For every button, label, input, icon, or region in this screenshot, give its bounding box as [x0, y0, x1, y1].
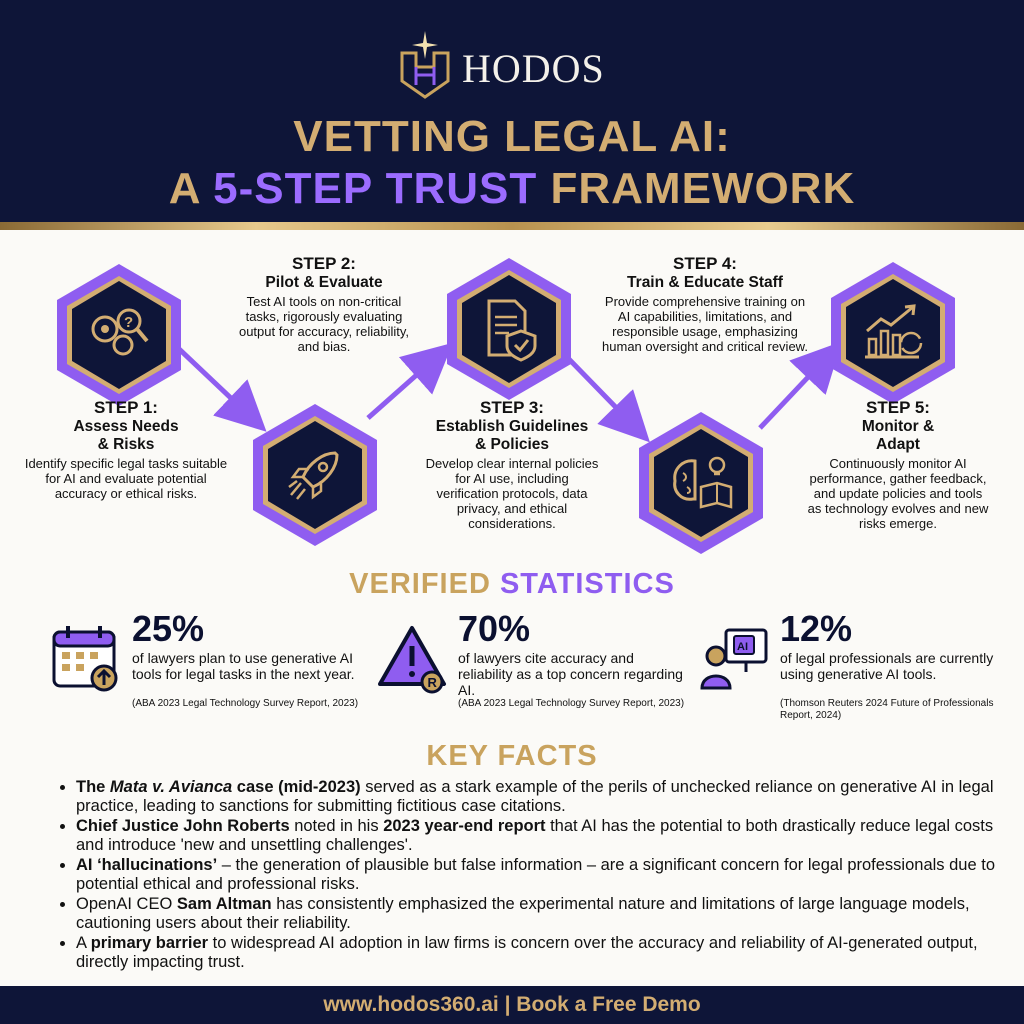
title-accent: 5-STEP TRUST: [213, 164, 538, 213]
stat-card-3: [700, 610, 1000, 730]
fact-1-bold-a: The: [76, 778, 110, 796]
step-2-hexagon: [240, 400, 390, 550]
fact-2-bold-b: 2023 year-end report: [383, 817, 546, 835]
step-5-name: Monitor & Adapt: [861, 418, 935, 453]
svg-text:AI: AI: [737, 641, 748, 653]
list-item: [76, 934, 996, 972]
step-2-name: Pilot & Evaluate: [265, 274, 383, 291]
person-ai-monitor-icon: [700, 622, 770, 694]
page-title-line-2: [0, 164, 1024, 214]
list-item: [76, 817, 996, 855]
title-suffix: FRAMEWORK: [537, 164, 856, 213]
step-5-desc: Continuously monitor AI performance, gather feedback, and update policies and tools as technology evolves and new risks emerge.: [807, 456, 989, 531]
document-shield-icon: [473, 293, 545, 365]
fact-3-text: – the generation of plausible but false information – are a significant concern for legal professionals due to potential ethical and professional risks.: [76, 856, 995, 893]
fact-5-bold: primary barrier: [90, 934, 209, 952]
fact-3-bold: AI ‘hallucinations’: [76, 856, 218, 874]
fact-1-text: served as a stark example of the perils of unchecked reliance on generative AI in legal practice, leading to sanctions for submitting fictitious case citations.: [76, 778, 994, 815]
step-2-label: STEP 2:: [292, 254, 356, 273]
fact-5-pre: A: [76, 934, 91, 952]
step-3-label: STEP 3:: [480, 398, 544, 417]
fact-2-text: that AI has the potential to both drastically reduce legal costs and introduce 'new and unsettling challenges'.: [76, 817, 994, 854]
stat-3-value: 12%: [780, 608, 853, 649]
fact-1-italic: Mata v. Avianca: [109, 778, 233, 796]
svg-text:?: ?: [124, 314, 134, 331]
chart-refresh-icon: [857, 297, 929, 369]
stat-2-value: 70%: [458, 608, 531, 649]
step-4-desc: Provide comprehensive training on AI capabilities, limitations, and responsible usage, emphasizing human oversight and critical review.: [602, 294, 808, 354]
footer-bar: [0, 986, 1024, 1024]
framework-flow: [0, 230, 1024, 570]
key-facts-heading: KEY FACTS: [426, 740, 598, 772]
stat-2-source: (ABA 2023 Legal Technology Survey Report, 2023): [458, 698, 685, 709]
stat-3-source: (Thomson Reuters 2024 Future of Professionals Report, 2024): [780, 698, 994, 721]
step-4-name: Train & Educate Staff: [627, 274, 783, 291]
fact-4-bold: Sam Altman: [176, 895, 272, 913]
footer-cta-link[interactable]: www.hodos360.ai | Book a Free Demo: [323, 993, 701, 1016]
statistics-heading-part-2: STATISTICS: [499, 568, 675, 600]
calendar-upload-icon: [52, 622, 122, 694]
step-1-label: STEP 1:: [94, 398, 158, 417]
title-prefix: A: [168, 164, 214, 213]
step-2-desc: Test AI tools on non-critical tasks, rigorously evaluating output for accuracy, reliability, and bias.: [238, 294, 410, 354]
step-3-desc: Develop clear internal policies for AI use, including verification protocols, data privacy, and ethical considerations.: [425, 456, 599, 531]
step-5-hexagon: [818, 258, 968, 408]
stat-1-source: (ABA 2023 Legal Technology Survey Report, 2023): [132, 698, 359, 709]
step-5-label: STEP 5:: [866, 398, 930, 417]
step-4-hexagon: [626, 408, 776, 558]
svg-text:R: R: [427, 675, 437, 690]
fact-5-text: to widespread AI adoption in law firms is concern over the accuracy and reliability of AI-generated output, directly impacting trust.: [76, 934, 978, 971]
step-3-hexagon: [434, 254, 584, 404]
step-3-text: [402, 398, 622, 531]
step-1-desc: Identify specific legal tasks suitable for AI and evaluate potential accuracy or ethical risks.: [24, 456, 228, 501]
key-facts-list: [56, 778, 996, 973]
gears-question-magnifier-icon: [83, 299, 155, 371]
list-item: [76, 856, 996, 894]
fact-1-bold-b: case (mid-2023): [232, 778, 361, 796]
gold-divider: [0, 222, 1024, 230]
stat-1-value: 25%: [132, 608, 205, 649]
hodos-logo-mark-icon: [394, 31, 456, 99]
list-item: [76, 778, 996, 816]
step-1-hexagon: [44, 260, 194, 410]
step-4-label: STEP 4:: [673, 254, 737, 273]
brand-name: HODOS: [462, 45, 605, 91]
list-item: [76, 895, 996, 933]
fact-4-text: has consistently emphasized the experimental nature and limitations of large language models, cautioning users about their reliability.: [76, 895, 970, 932]
stat-card-1: [52, 608, 359, 730]
step-1-name: Assess Needs & Risks: [73, 418, 179, 453]
fact-4-pre: OpenAI CEO: [76, 895, 177, 913]
fact-2-mid: noted in his: [289, 817, 384, 835]
step-2-text: [214, 254, 434, 354]
stat-1-desc: of lawyers plan to use generative AI tools for legal tasks in the next year.: [132, 650, 355, 682]
step-4-text: [600, 254, 810, 354]
step-1-text: [20, 398, 232, 501]
fact-2-bold-a: Chief Justice John Roberts: [76, 817, 290, 835]
warning-triangle-icon: [378, 622, 448, 694]
brain-lightbulb-book-icon: [665, 447, 737, 519]
stat-3-desc: of legal professionals are currently using generative AI tools.: [780, 650, 994, 682]
statistics-heading-part-1: VERIFIED: [349, 568, 491, 600]
statistics-heading: [0, 568, 1024, 601]
rocket-icon: [279, 439, 351, 511]
step-3-name: Establish Guidelines & Policies: [435, 418, 589, 453]
stat-2-desc: of lawyers cite accuracy and reliability as a top concern regarding AI.: [458, 650, 683, 698]
page-title-line-1: VETTING LEGAL AI:: [293, 112, 731, 161]
brand-logo[interactable]: [394, 30, 605, 100]
header-banner: [0, 0, 1024, 224]
step-5-text: [806, 398, 990, 531]
stat-card-2: [378, 608, 685, 730]
